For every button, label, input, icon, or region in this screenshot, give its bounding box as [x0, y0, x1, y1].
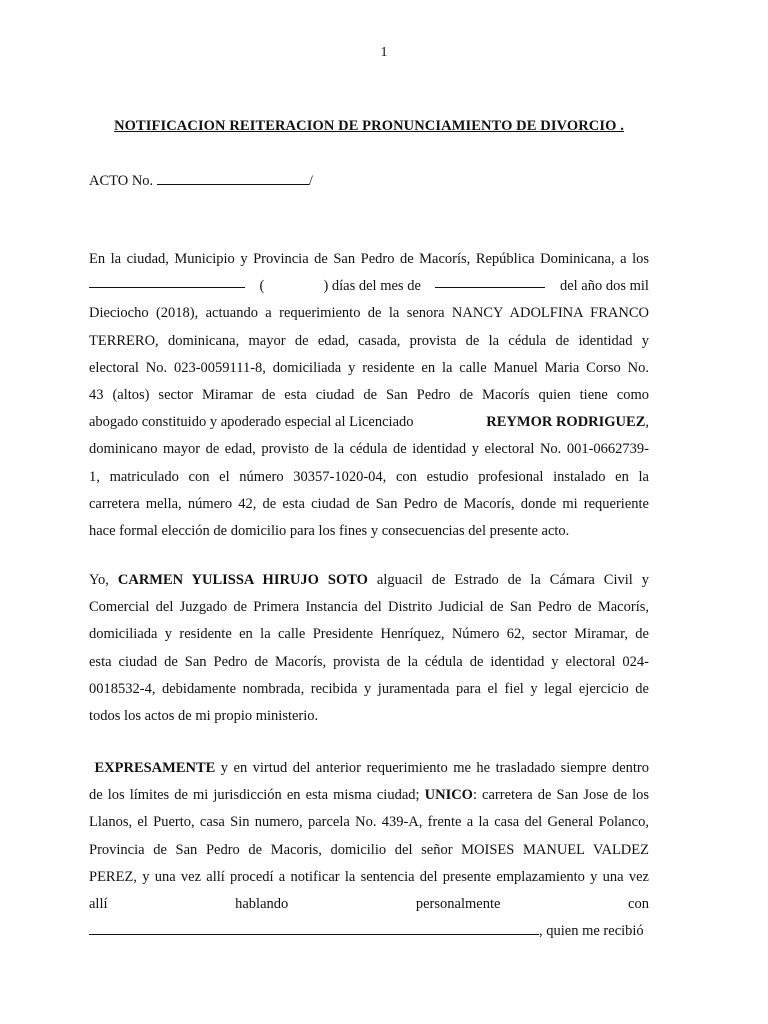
- acto-number-blank: [157, 171, 309, 185]
- word-hablando: hablando: [235, 896, 289, 913]
- paren-open: (: [259, 278, 265, 295]
- paragraph-line: 0018532-4, debidamente nombrada, recibida y juramentada para el fiel y legal ejercicio de: [89, 680, 649, 697]
- days-of-month-text: ) días del mes de: [323, 278, 421, 295]
- word-con: con: [628, 896, 649, 913]
- abogado-text: abogado constituido y apoderado especial al Licenciado: [89, 414, 414, 431]
- paragraph-line: Provincia de San Pedro de Macoris, domicilio del señor MOISES MANUEL VALDEZ: [89, 841, 649, 858]
- paragraph-line: todos los actos de mi propio ministerio.: [89, 708, 319, 725]
- alguacil-name: CARMEN YULISSA HIRUJO SOTO: [117, 572, 368, 588]
- unico-text: UNICO: [424, 787, 473, 804]
- paragraph-line: 1, matriculado con el número 30357-1020-04, con estudio profesional instalado en la: [89, 468, 649, 485]
- paragraph-line: En la ciudad, Municipio y Provincia de San Pedro de Macorís, República Dominicana, a los: [89, 251, 649, 267]
- day-blank: [89, 273, 245, 288]
- paragraph-requerimiento: [89, 246, 649, 545]
- jurisdiccion-text: de los límites de mi jurisdicción en esta misma ciudad;: [89, 787, 420, 804]
- abogado-name: REYMOR RODRIGUEZ: [486, 414, 646, 431]
- month-blank: [435, 273, 545, 288]
- year-text: del año dos mil: [559, 278, 649, 295]
- yo-text: Yo,: [89, 572, 109, 588]
- paragraph-line: [89, 755, 649, 782]
- paragraph-line: [89, 918, 649, 945]
- alguacil-title: alguacil de Estrado de la Cámara Civil y: [376, 572, 650, 588]
- address-start: : carretera de San Jose de los: [472, 787, 650, 804]
- paragraph-line: [89, 891, 649, 918]
- paragraph-line: [89, 567, 649, 594]
- paragraph-line: domiciliada y residente en la calle Presidente Henríquez, Número 62, sector Miramar, de: [89, 626, 649, 643]
- document-title: NOTIFICACION REITERACION DE PRONUNCIAMIENTO DE DIVORCIO .: [114, 118, 624, 134]
- recipient-blank: [89, 920, 539, 935]
- paragraph-line: PEREZ, y una vez allí procedí a notificar la sentencia del presente emplazamiento y una vez: [89, 868, 649, 885]
- abogado-name-group: [486, 409, 649, 436]
- paragraph-line: dominicano mayor de edad, provisto de la cédula de identidad y electoral No. 001-0662739-: [89, 441, 649, 458]
- recibio-text: , quien me recibió: [539, 923, 644, 940]
- paragraph-line: carretera mella, número 42, de esta ciudad de San Pedro de Macorís, donde mi requeriente: [89, 495, 649, 512]
- paragraph-line: hace formal elección de domicilio para los fines y consecuencias del presente acto.: [89, 523, 570, 540]
- acto-suffix: /: [308, 173, 313, 189]
- paragraph-line: TERRERO, dominicana, mayor de edad, casada, provista de la cédula de identidad y: [89, 332, 649, 349]
- word-personalmente: personalmente: [415, 896, 501, 913]
- paragraph-line: esta ciudad de San Pedro de Macorís, provista de la cédula de identidad y electoral 024-: [89, 653, 649, 670]
- paragraph-line: 43 (altos) sector Miramar de esta ciudad de San Pedro de Macorís quien tiene como: [89, 387, 649, 404]
- paragraph-line: [89, 273, 649, 300]
- day-number-space: [279, 273, 309, 300]
- paragraph-line: [89, 782, 649, 809]
- paragraph-line: Llanos, el Puerto, casa Sin numero, parcela No. 439-A, frente a la casa del General Polanco,: [89, 814, 649, 831]
- acto-number-line: [89, 171, 313, 190]
- paragraph-line: Dieciocho (2018), actuando a requerimiento de la senora NANCY ADOLFINA FRANCO: [89, 305, 649, 322]
- paragraph-alguacil: [89, 567, 649, 730]
- expresamente-text: EXPRESAMENTE: [94, 760, 216, 776]
- traslado-text: y en virtud del anterior requerimiento me he trasladado siempre dentro: [220, 760, 650, 776]
- paragraph-traslado: [89, 755, 649, 945]
- paragraph-line: Comercial del Juzgado de Primera Instancia del Distrito Judicial de San Pedro de Macorís,: [89, 599, 649, 616]
- paragraph-line: [89, 409, 649, 436]
- word-alli: allí: [89, 896, 108, 913]
- page-number: 1: [380, 45, 388, 60]
- paragraph-line: electoral No. 023-0059111-8, domiciliada y residente en la calle Manuel Maria Corso No.: [89, 359, 649, 376]
- acto-label: ACTO No.: [89, 173, 157, 189]
- comma: ,: [645, 414, 649, 431]
